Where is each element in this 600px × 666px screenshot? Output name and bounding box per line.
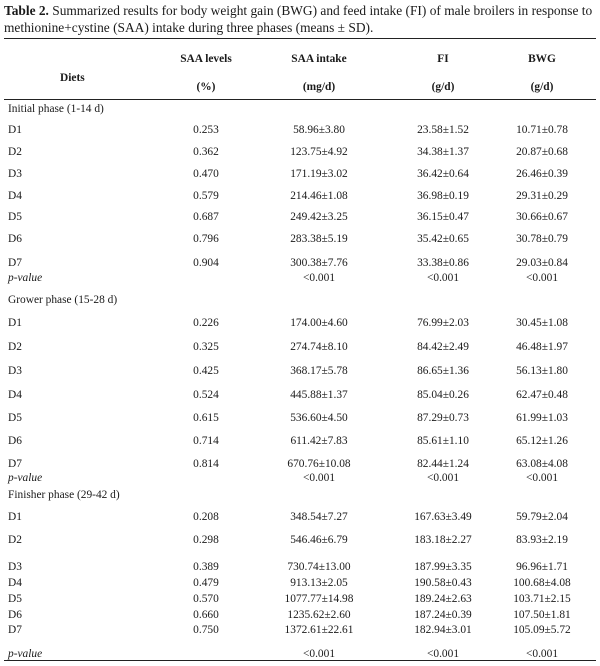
row-diet: D3: [8, 168, 22, 180]
row-saa-level: 0.389: [193, 561, 219, 573]
row-fi: 33.38±0.86: [417, 257, 469, 269]
row-saa-level: 0.524: [193, 389, 219, 401]
row-fi: 85.61±1.10: [417, 435, 469, 447]
row-bwg: 100.68±4.08: [513, 577, 571, 589]
row-bwg: 30.45±1.08: [516, 317, 568, 329]
header-diets: Diets: [60, 72, 85, 84]
row-fi: 167.63±3.49: [414, 511, 472, 523]
row-saa-intake: 730.74±13.00: [287, 561, 351, 573]
row-diet: D4: [8, 190, 22, 202]
row-fi: 87.29±0.73: [417, 412, 469, 424]
row-fi: 183.18±2.27: [414, 534, 472, 546]
row-bwg: 30.66±0.67: [516, 211, 568, 223]
row-diet: D2: [8, 341, 22, 353]
row-saa-intake: 300.38±7.76: [290, 257, 348, 269]
pvalue-saa-intake: <0.001: [302, 272, 336, 284]
row-fi: 36.98±0.19: [417, 190, 469, 202]
row-bwg: 59.79±2.04: [516, 511, 568, 523]
row-saa-level: 0.904: [193, 257, 219, 269]
row-diet: D4: [8, 577, 22, 589]
row-diet: D6: [8, 435, 22, 447]
row-saa-level: 0.253: [193, 124, 219, 136]
row-bwg: 10.71±0.78: [516, 124, 568, 136]
pvalue-bwg: <0.001: [525, 272, 559, 284]
row-saa-level: 0.362: [193, 146, 219, 158]
header-bwg: BWG: [528, 53, 556, 65]
header-saa-levels: SAA levels: [180, 53, 232, 65]
row-fi: 84.42±2.49: [417, 341, 469, 353]
pvalue-fi: <0.001: [426, 272, 460, 284]
row-diet: D6: [8, 233, 22, 245]
row-diet: D7: [8, 257, 22, 269]
pvalue-bwg: <0.001: [525, 648, 559, 660]
row-bwg: 56.13±1.80: [516, 365, 568, 377]
table-caption: [4, 2, 596, 36]
pvalue-label: p-value: [8, 648, 43, 660]
row-saa-intake: 1372.61±22.61: [284, 624, 354, 636]
row-diet: D5: [8, 211, 22, 223]
header-saa-intake-unit: (mg/d): [302, 81, 336, 93]
row-bwg: 65.12±1.26: [516, 435, 568, 447]
row-diet: D1: [8, 124, 22, 136]
row-bwg: 96.96±1.71: [516, 561, 568, 573]
row-fi: 82.44±1.24: [417, 458, 469, 470]
row-saa-intake: 368.17±5.78: [290, 365, 348, 377]
row-saa-level: 0.687: [193, 211, 219, 223]
row-saa-intake: 445.88±1.37: [290, 389, 348, 401]
section-title: Finisher phase (29-42 d): [8, 489, 120, 501]
row-saa-level: 0.298: [193, 534, 219, 546]
row-saa-level: 0.479: [193, 577, 219, 589]
section-title: Initial phase (1-14 d): [8, 103, 104, 115]
pvalue-bwg: <0.001: [525, 472, 559, 484]
row-fi: 187.99±3.35: [414, 561, 472, 573]
row-saa-level: 0.226: [193, 317, 219, 329]
row-diet: D3: [8, 561, 22, 573]
row-diet: D5: [8, 593, 22, 605]
row-diet: D7: [8, 458, 22, 470]
bottom-rule: [4, 660, 596, 661]
row-fi: 76.99±2.03: [417, 317, 469, 329]
row-diet: D2: [8, 146, 22, 158]
row-fi: 35.42±0.65: [417, 233, 469, 245]
row-diet: D2: [8, 534, 22, 546]
row-saa-level: 0.660: [193, 609, 219, 621]
header-bwg-unit: (g/d): [530, 81, 554, 93]
row-fi: 23.58±1.52: [417, 124, 469, 136]
pvalue-saa-intake: <0.001: [302, 648, 336, 660]
row-fi: 190.58±0.43: [414, 577, 472, 589]
row-saa-intake: 249.42±3.25: [290, 211, 348, 223]
row-bwg: 20.87±0.68: [516, 146, 568, 158]
header-saa-intake: SAA intake: [291, 53, 347, 65]
row-bwg: 29.31±0.29: [516, 190, 568, 202]
row-bwg: 29.03±0.84: [516, 257, 568, 269]
row-saa-intake: 274.74±8.10: [290, 341, 348, 353]
row-saa-intake: 913.13±2.05: [290, 577, 348, 589]
row-fi: 86.65±1.36: [417, 365, 469, 377]
row-saa-level: 0.814: [193, 458, 219, 470]
row-diet: D1: [8, 317, 22, 329]
row-saa-intake: 611.42±7.83: [290, 435, 348, 447]
row-saa-level: 0.750: [193, 624, 219, 636]
row-fi: 189.24±2.63: [414, 593, 472, 605]
row-saa-level: 0.570: [193, 593, 219, 605]
row-diet: D1: [8, 511, 22, 523]
header-saa-levels-unit: (%): [196, 81, 216, 93]
row-diet: D4: [8, 389, 22, 401]
row-saa-intake: 58.96±3.80: [293, 124, 345, 136]
row-fi: 182.94±3.01: [414, 624, 472, 636]
row-saa-intake: 536.60±4.50: [290, 412, 348, 424]
header-fi: FI: [437, 53, 449, 65]
row-saa-intake: 1077.77±14.98: [284, 593, 354, 605]
header-rule: [4, 99, 596, 100]
row-bwg: 61.99±1.03: [516, 412, 568, 424]
row-saa-level: 0.425: [193, 365, 219, 377]
row-saa-intake: 670.76±10.08: [287, 458, 351, 470]
row-bwg: 62.47±0.48: [516, 389, 568, 401]
row-diet: D7: [8, 624, 22, 636]
section-title: Grower phase (15-28 d): [8, 294, 118, 306]
row-bwg: 107.50±1.81: [513, 609, 571, 621]
row-saa-intake: 171.19±3.02: [290, 168, 348, 180]
row-bwg: 26.46±0.39: [516, 168, 568, 180]
row-saa-level: 0.796: [193, 233, 219, 245]
row-fi: 85.04±0.26: [417, 389, 469, 401]
row-saa-intake: 546.46±6.79: [290, 534, 348, 546]
row-fi: 187.24±0.39: [414, 609, 472, 621]
row-saa-intake: 348.54±7.27: [290, 511, 348, 523]
caption-text: Summarized results for body weight gain (BWG) and feed intake (FI) of male broilers in response to methionine+cystine (SAA) intake during three phases (means ± SD).: [4, 3, 593, 35]
row-saa-intake: 174.00±4.60: [290, 317, 348, 329]
row-bwg: 83.93±2.19: [516, 534, 568, 546]
table-label: Table 2.: [4, 3, 49, 18]
row-saa-level: 0.325: [193, 341, 219, 353]
row-saa-level: 0.208: [193, 511, 219, 523]
header-fi-unit: (g/d): [431, 81, 455, 93]
row-diet: D3: [8, 365, 22, 377]
row-diet: D5: [8, 412, 22, 424]
row-saa-level: 0.579: [193, 190, 219, 202]
row-fi: 36.15±0.47: [417, 211, 469, 223]
row-bwg: 63.08±4.08: [516, 458, 568, 470]
row-bwg: 30.78±0.79: [516, 233, 568, 245]
pvalue-saa-intake: <0.001: [302, 472, 336, 484]
pvalue-label: p-value: [8, 272, 43, 284]
pvalue-label: p-value: [8, 472, 43, 484]
row-saa-level: 0.615: [193, 412, 219, 424]
row-saa-level: 0.714: [193, 435, 219, 447]
row-fi: 36.42±0.64: [417, 168, 469, 180]
row-bwg: 105.09±5.72: [513, 624, 571, 636]
row-bwg: 46.48±1.97: [516, 341, 568, 353]
row-saa-level: 0.470: [193, 168, 219, 180]
pvalue-fi: <0.001: [426, 648, 460, 660]
row-saa-intake: 123.75±4.92: [290, 146, 348, 158]
row-diet: D6: [8, 609, 22, 621]
row-saa-intake: 1235.62±2.60: [287, 609, 351, 621]
top-rule: [4, 38, 596, 39]
row-saa-intake: 214.46±1.08: [290, 190, 348, 202]
row-bwg: 103.71±2.15: [513, 593, 571, 605]
row-saa-intake: 283.38±5.19: [290, 233, 348, 245]
row-fi: 34.38±1.37: [417, 146, 469, 158]
pvalue-fi: <0.001: [426, 472, 460, 484]
